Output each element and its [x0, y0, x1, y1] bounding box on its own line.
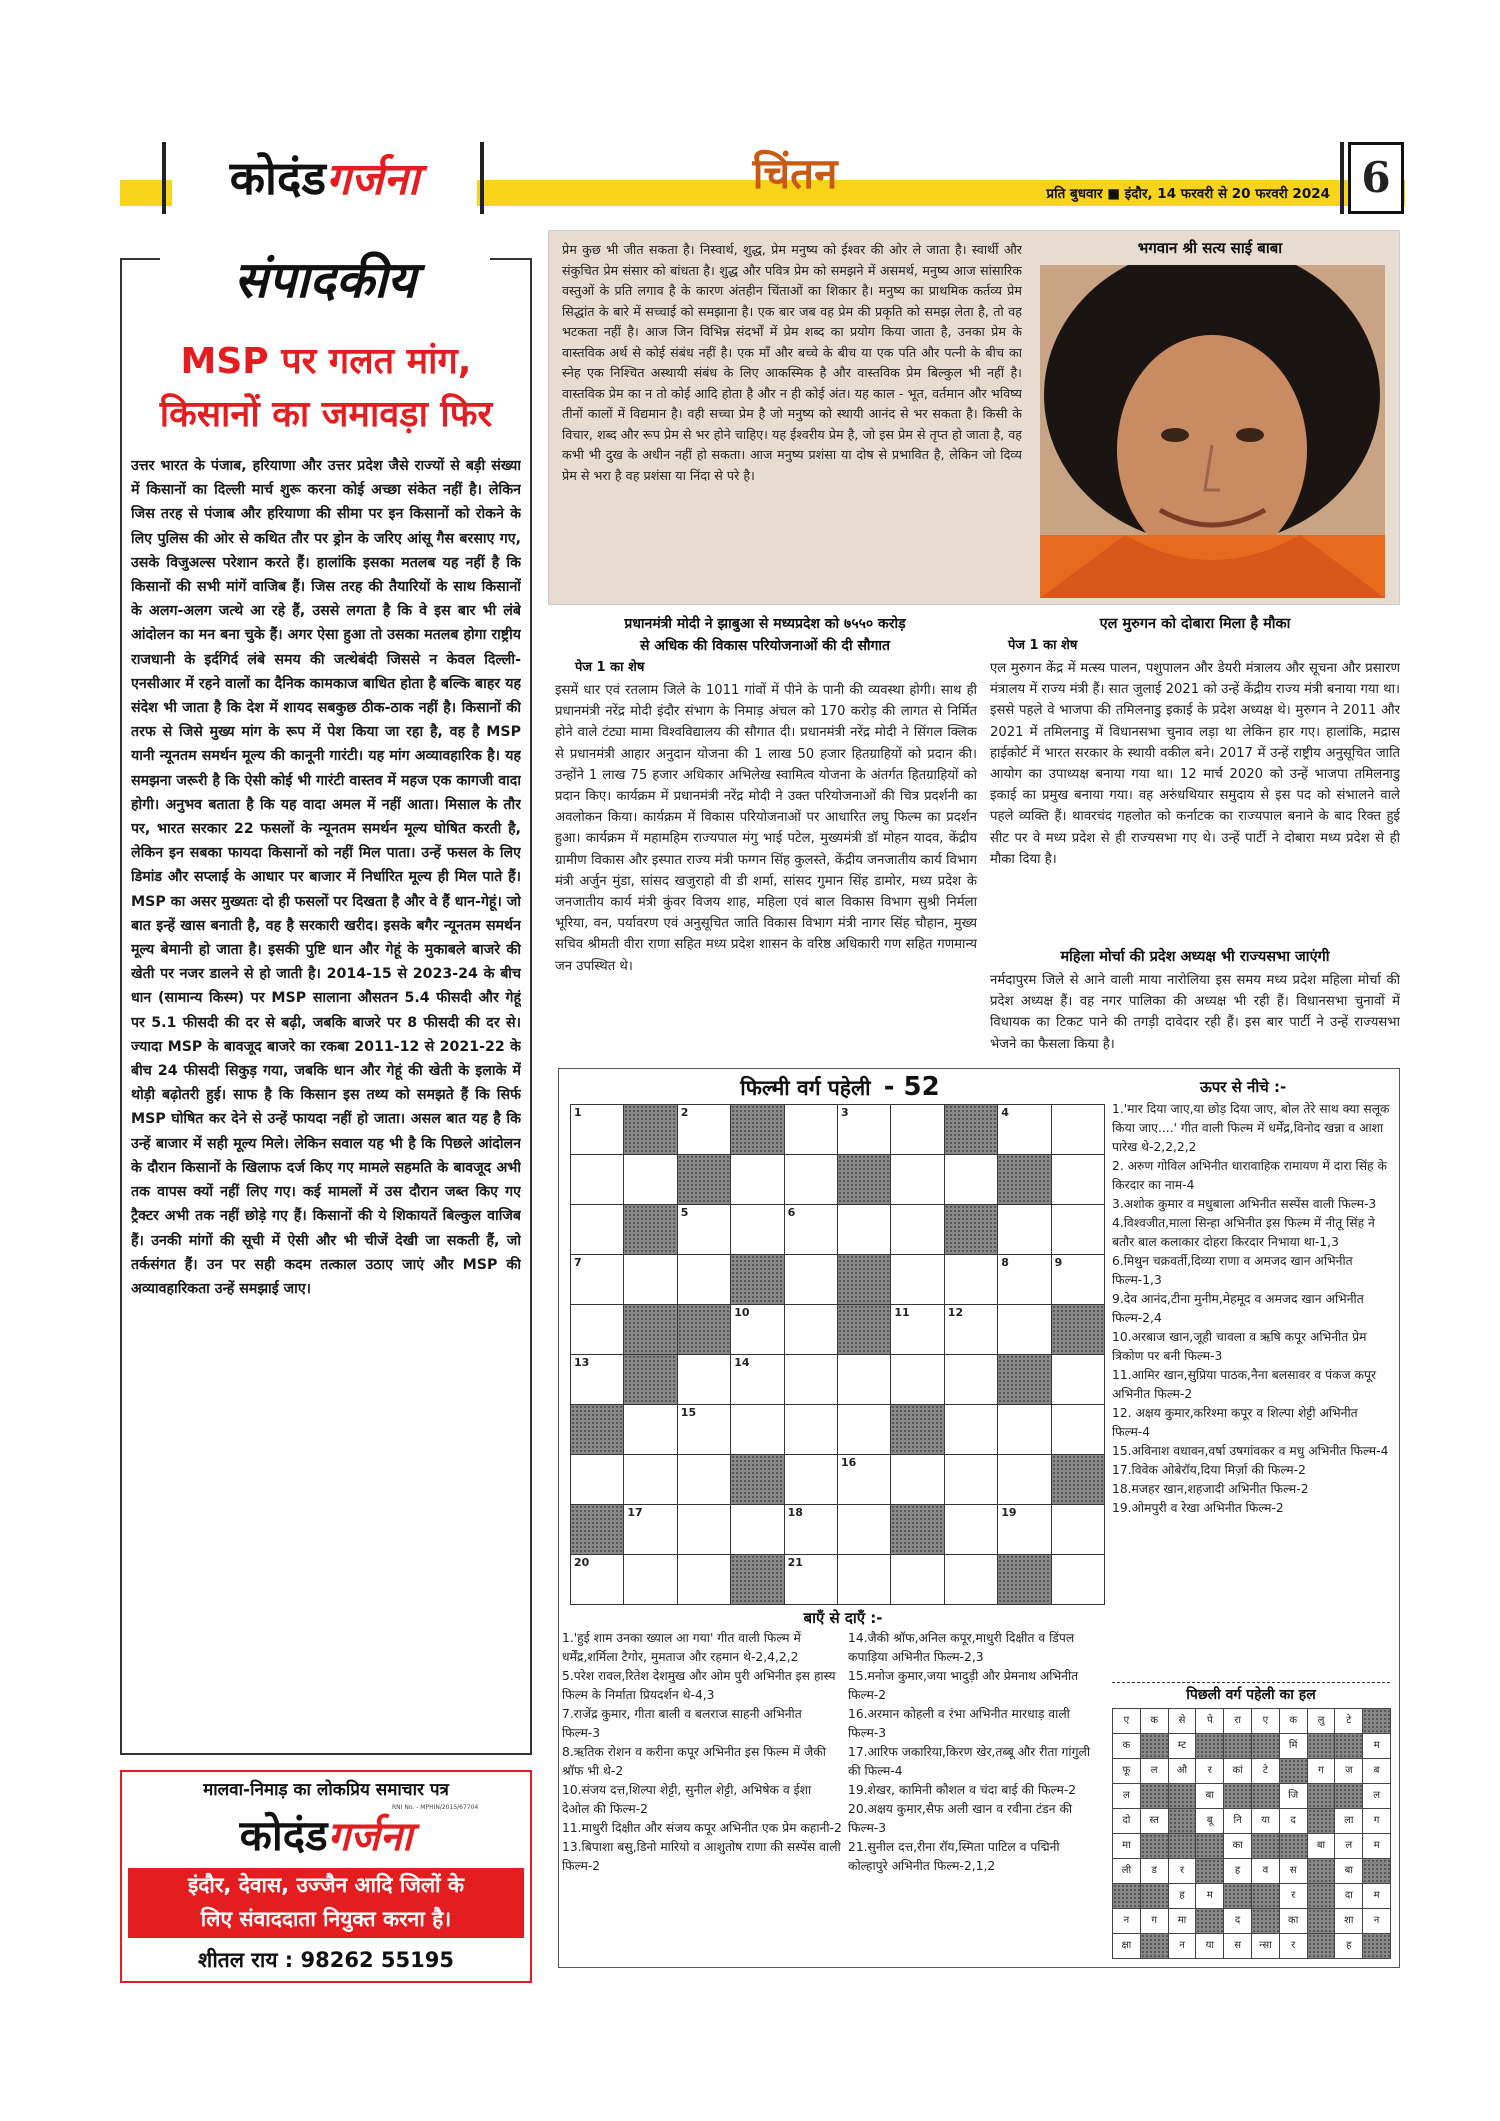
solution-cell: मिं — [1279, 1733, 1308, 1759]
news1-subhead: पेज 1 का शेष — [575, 660, 645, 675]
solution-black-cell — [1251, 1883, 1280, 1909]
solution-cell: द — [1279, 1808, 1308, 1834]
solution-black-cell — [1140, 1783, 1169, 1809]
crossword-cell — [784, 1304, 838, 1355]
clue-item: 6.मिथुन चक्रवर्ती,दिव्या राणा व अमजद खान अभिनीत फिल्म-1,3 — [1112, 1254, 1353, 1287]
news3-body: नर्मदापुरम जिले से आने वाली माया नारोलिया इस समय मध्य प्रदेश महिला मोर्चा की प्रदेश अध्यक्ष हैं। वह नगर पालिका की अध्यक्ष भी रही हैं। विधानसभा चुनावों में विधायक का टिकट पाने की तगड़ी दावेदार रही हैं। इस बार पार्टी ने उन्हें राज्यसभा भेजने का फैसला किया है। — [990, 973, 1400, 1052]
solution-cell: म — [1362, 1733, 1391, 1759]
clue-item: 8.ऋतिक रोशन व करीना कपूर अभिनीत इस फिल्म में जैकी श्रॉफ भी थे-2 — [562, 1745, 826, 1778]
solution-black-cell — [1279, 1833, 1308, 1859]
solution-cell: स्त — [1140, 1808, 1169, 1834]
solution-black-cell — [1307, 1733, 1336, 1759]
solution-black-cell — [1112, 1883, 1141, 1909]
crossword-black-cell — [890, 1404, 944, 1455]
crossword-cell — [997, 1454, 1051, 1505]
crossword-cell — [570, 1154, 624, 1205]
crossword-cell — [677, 1354, 731, 1405]
clue-item: 3.अशोक कुमार व मधुबाला अभिनीत सस्पेंस वाली फिल्म-3 — [1112, 1197, 1377, 1211]
crossword-cell — [784, 1104, 838, 1155]
solution-cell: का — [1279, 1908, 1308, 1934]
dateline: प्रति बुधवार ■ इंदौर, 14 फरवरी से 20 फरवरी 2024 — [1046, 186, 1330, 202]
thought-text: प्रेम कुछ भी जीत सकता है। निस्वार्थ, शुद्ध, प्रेम मनुष्य को ईश्वर की ओर ले जाता है। स्वार्थी और संकुचित प्रेम संसार को बांधता है। शुद्ध और पवित्र प्रेम को समझने में असमर्थ, मनुष्य आज सांसारिक वस्तुओं के प्रति लगाव है के कारण अंतहीन चिंताओं का शिकार है। मनुष्य का प्राथमिक कर्तव्य प्रेम सिद्धांत के बारे में सच्चाई को समझाना है। एक बार जब वह प्रेम की प्रकृति को समझ लेता है, तो वह भटकता नहीं है। आज जिन विभिन्न संदर्भों में प्रेम शब्द का प्रयोग किया जाता है, उनका प्रेम के वास्तविक अर्थ से कोई संबंध नहीं है। एक माँ और बच्चे के बीच या एक पति और पत्नी के बीच का स्नेह एक निश्चित अस्थायी संबंध के लिए आकस्मिक है और वास्तविक प्रेम बिल्कुल भी नहीं है। वास्तविक प्रेम का न तो कोई आदि होता है और न ही कोई अंत। यह काल - भूत, वर्तमान और भविष्य तीनों कालों में विद्यमान है। वही सच्चा प्रेम है जो मनुष्य को स्थायी आनंद से भर सकता है। किसी के विचार, शब्द और रूप प्रेम से भर होने चाहिए। यह ईश्वरीय प्रेम है, जो इस प्रेम से तृप्त हो जाता है, वह कभी भी दुख के अधीन नहीं हो सकता। आज मनुष्य प्रशंसा या दोष से प्रभावित है, लेकिन जो दिव्य प्रेम से भरा है वह प्रशंसा या निंदा से परे है। — [562, 242, 1022, 483]
solution-cell: का — [1223, 1833, 1252, 1859]
crossword-cell — [784, 1454, 838, 1505]
crossword-cell — [944, 1554, 998, 1605]
clue-item: 10.संजय दत्त,शिल्पा शेट्टी, सुनील शेट्टी, अभिषेक व ईशा देओल की फिल्म-2 — [562, 1783, 812, 1816]
solution-cell: ला — [1334, 1808, 1363, 1834]
crossword-cell — [1051, 1554, 1105, 1605]
crossword-cell — [570, 1204, 624, 1255]
solution-black-cell — [1195, 1908, 1224, 1934]
crossword-cell: 10 — [730, 1304, 784, 1355]
crossword-cell: 11 — [890, 1304, 944, 1355]
solution-cell: म — [1362, 1883, 1391, 1909]
crossword-cell — [784, 1354, 838, 1405]
solution-cell: दा — [1334, 1883, 1363, 1909]
solution-cell: लु — [1307, 1708, 1336, 1734]
solution-black-cell — [1223, 1733, 1252, 1759]
solution-black-cell — [1362, 1708, 1391, 1734]
solution-black-cell — [1251, 1733, 1280, 1759]
solution-cell: पे — [1195, 1708, 1224, 1734]
solution-black-cell — [1195, 1733, 1224, 1759]
crossword-cell — [890, 1554, 944, 1605]
crossword-cell: 19 — [997, 1504, 1051, 1555]
solution-cell: र — [1279, 1933, 1308, 1959]
crossword-cell — [890, 1454, 944, 1505]
crossword-black-cell — [997, 1154, 1051, 1205]
solution-black-cell — [1334, 1783, 1363, 1809]
solution-black-cell — [1307, 1783, 1336, 1809]
crossword-cell — [890, 1104, 944, 1155]
crossword-cell: 12 — [944, 1304, 998, 1355]
solution-black-cell — [1251, 1783, 1280, 1809]
crossword-cell — [730, 1204, 784, 1255]
crossword-cell — [890, 1154, 944, 1205]
solution-black-cell — [1223, 1883, 1252, 1909]
crossword-cell — [944, 1254, 998, 1305]
solution-cell: बा — [1195, 1783, 1224, 1809]
crossword-cell: 20 — [570, 1554, 624, 1605]
solution-cell: ग — [1362, 1808, 1391, 1834]
clue-item: 10.अरबाज खान,जूही चावला व ऋषि कपूर अभिनीत प्रेम त्रिकोण पर बनी फिल्म-3 — [1112, 1330, 1367, 1363]
solution-black-cell — [1140, 1733, 1169, 1759]
clue-item: 11.माधुरी दिक्षीत और संजय कपूर अभिनीत एक प्रेम कहानी-2 — [562, 1821, 842, 1835]
solution-cell: ए — [1251, 1708, 1280, 1734]
solution-cell: स — [1223, 1933, 1252, 1959]
crossword-cell — [944, 1154, 998, 1205]
crossword-cell — [837, 1554, 891, 1605]
crossword-cell — [730, 1404, 784, 1455]
crossword-black-cell — [677, 1304, 731, 1355]
clue-item: 11.आमिर खान,सुप्रिया पाठक,नैना बलसावर व पंकज कपूर अभिनीत फिल्म-2 — [1112, 1368, 1377, 1401]
solution-cell: शा — [1334, 1908, 1363, 1934]
crossword-cell — [890, 1204, 944, 1255]
crossword-cell — [623, 1404, 677, 1455]
crossword-black-cell — [623, 1204, 677, 1255]
news3-headline: महिला मोर्चा की प्रदेश अध्यक्ष भी राज्यसभा जाएंगी — [1060, 949, 1330, 965]
clue-item: 13.बिपाशा बसु,डिनो मारियो व आशुतोष राणा की सस्पेंस वाली फिल्म-2 — [562, 1840, 841, 1873]
solution-cell: ब — [1362, 1758, 1391, 1784]
crossword-cell — [837, 1404, 891, 1455]
solution-cell: बा — [1307, 1833, 1336, 1859]
crossword-cell — [623, 1154, 677, 1205]
solution-cell: से — [1168, 1708, 1197, 1734]
crossword-cell — [1051, 1354, 1105, 1405]
solution-black-cell — [1251, 1833, 1280, 1859]
solution-black-cell — [1362, 1933, 1391, 1959]
across-title: बाएँ से दाएँ :- — [803, 1609, 883, 1627]
solution-cell: या — [1251, 1808, 1280, 1834]
crossword-cell: 8 — [997, 1254, 1051, 1305]
solution-cell: ल — [1362, 1783, 1391, 1809]
crossword-cell — [570, 1454, 624, 1505]
editorial-body: उत्तर भारत के पंजाब, हरियाणा और उत्तर प्रदेश जैसे राज्यों से बड़ी संख्या में किसानों का दिल्ली मार्च शुरू करना कोई अच्छा संकेत नहीं है। लेकिन जिस तरह से पंजाब और हरियाणा की सीमा पर इन किसानों को रोकने के लिए पुलिस की ओर से कथित तौर पर ड्रोन के जरिए आंसू गैस बरसाए गए, उसके विजुअल्स परेशान करते हैं। हालांकि इसका मतलब यह नहीं है कि किसानों की सभी मांगें वाजिब हैं। जिस तरह की तैयारियों के साथ किसानों के अलग-अलग जत्थे आ रहे हैं, उससे लगता है कि वे इस बार भी लंबे आंदोलन का मन बना चुके हैं। अगर ऐसा हुआ तो उसका मतलब होगा राष्ट्रीय राजधानी के इर्दगिर्द लंबे समय की जत्थेबंदी जिससे न केवल दिल्ली-एनसीआर में रहने वालों का दैनिक कामकाज बाधित होता है बल्कि बाहर यह संदेश भी जाता है कि देश में शायद सबकुछ ठीक-ठाक नहीं है। किसानों की तरफ से जिसे मुख्य मांग के रूप में पेश किया जा रहा है, वह है MSP यानी न्यूनतम समर्थन मूल्य की कानूनी गारंटी। यह मांग अव्यावहारिक है। यह समझना जरूरी है कि ऐसी कोई भी गारंटी वास्तव में महज एक कागजी वादा होगी। अनुभव बताता है कि यह वादा अमल में नहीं आता। मिसाल के तौर पर, भारत सरकार 22 फसलों के न्यूनतम समर्थन मूल्य घोषित करती है, लेकिन इन सबका फायदा किसानों को नहीं मिल पाता। उन्हें फसल के लिए डिमांड और सप्लाई के आधार पर बाजार में निर्धारित मूल्य ही मिल पाते हैं। MSP का असर मुख्यतः दो ही फसलों पर दिखता है और वे हैं धान-गेहूं। जो बात इन्हें खास बनाती है, वह है सरकारी खरीद। इसके बगैर न्यूनतम समर्थन मूल्य बेमानी हो जाता है। इसकी पुष्टि धान और गेहूं के मुकाबले बाजरे की खेती पर नजर डालने से हो जाती है। 2014-15 से 2023-24 के बीच धान (सामान्य किस्म) पर MSP सालाना औसतन 5.4 फीसदी और गेहूं पर 5.1 फीसदी की दर से बढ़ी, जबकि बाजरे पर 8 फीसदी की दर से। ज्यादा MSP के बावजूद बाजरे का रकबा 2011-12 से 2021-22 के बीच 24 फीसदी सिकुड़ गया, जबकि धान और गेहूं की खेती के इलाके में थोड़ी बढ़ोतरी हुई। साफ है कि किसान इस तथ्य को समझते हैं कि सिर्फ MSP घोषित कर देने से उन्हें फायदा नहीं हो जाता। असल बात यह है कि उन्हें बाजार में सही मूल्य मिले। लेकिन सवाल यह भी है कि पिछले आंदोलन के दौरान किसानों के खिलाफ दर्ज किए गए मामले सहमति के बावजूद अभी तक वापस क्यों नहीं लिए गए। कई मामलों में उस दौरान जब्त किए गए ट्रैक्टर अभी तक नहीं छोड़े गए हैं। किसानों की ये शिकायतें बिल्कुल वाजिब हैं। उनकी मांगों की सूची में ऐसी और भी चीजें देखी जा सकती हैं, जो तर्कसंगत हैं। उन पर सही कदम तत्काल उठाए जाएं और MSP की अव्यावहारिकता उन्हें समझाई जाए। — [131, 458, 521, 1297]
solution-cell: न — [1112, 1908, 1141, 1934]
crossword-cell — [784, 1254, 838, 1305]
solution-cell: ह — [1168, 1883, 1197, 1909]
crossword-cell — [730, 1154, 784, 1205]
crossword-cell — [890, 1354, 944, 1405]
crossword-black-cell — [570, 1504, 624, 1555]
news2-body: एल मुरुगन केंद्र में मत्स्य पालन, पशुपालन और डेयरी मंत्रालय और सूचना और प्रसारण मंत्रालय में राज्य मंत्री हैं। सात जुलाई 2021 को उन्हें केंद्रीय राज्य मंत्री बनाया गया था। इससे पहले वे भाजपा की तमिलनाडु इकाई के प्रदेश अध्यक्ष थे। मुरुगन ने 2011 और 2021 में तमिलनाडु में विधानसभा चुनाव लड़ा था लेकिन हार गए। हालांकि, मद्रास हाईकोर्ट में भारत सरकार के स्थायी वकील बने। 2017 में उन्हें राष्ट्रीय अनुसूचित जाति आयोग का उपाध्यक्ष बनाया गया था। 12 मार्च 2020 को उन्हें भाजपा तमिलनाडु इकाई का प्रमुख बनाया गया। वह अरुंधथियार समुदाय से इस पद को संभालने वाले पहले व्यक्ति हैं। थावरचंद गहलोत को कर्नाटक का राज्यपाल बनाने के बाद रिक्त हुई सीट पर वे मध्य प्रदेश से ही राज्यसभा गए थे। उन्हें पार्टी ने दोबारा मध्य प्रदेश से ही मौका दिया है। — [990, 661, 1400, 867]
crossword-cell — [837, 1354, 891, 1405]
crossword-cell — [890, 1254, 944, 1305]
clue-item: 15.अविनाश वधावन,वर्षा उषगांवकर व मधु अभिनीत फिल्म-4 — [1112, 1444, 1389, 1458]
crossword-cell — [837, 1204, 891, 1255]
crossword-black-cell — [890, 1504, 944, 1555]
solution-cell: ल — [1334, 1833, 1363, 1859]
down-title: ऊपर से नीचे :- — [1200, 1078, 1287, 1096]
crossword-cell: 1 — [570, 1104, 624, 1155]
crossword-black-cell — [677, 1154, 731, 1205]
solution-cell: म — [1362, 1833, 1391, 1859]
crossword-grid — [570, 1104, 1104, 1604]
crossword-black-cell — [570, 1404, 624, 1455]
crossword-black-cell — [730, 1454, 784, 1505]
crossword-cell: 15 — [677, 1404, 731, 1455]
crossword-cell: 6 — [784, 1204, 838, 1255]
crossword-black-cell — [1051, 1304, 1105, 1355]
down-clues — [1112, 1100, 1397, 1670]
ad-logo: कोदंडगर्जना — [239, 1811, 413, 1860]
solution-cell: क — [1279, 1708, 1308, 1734]
solution-cell: बा — [1334, 1858, 1363, 1884]
crossword-cell — [570, 1304, 624, 1355]
crossword-black-cell — [997, 1354, 1051, 1405]
solution-cell: द — [1223, 1908, 1252, 1934]
solution-cell: ह — [1223, 1858, 1252, 1884]
solution-black-cell — [1168, 1833, 1197, 1859]
crossword-black-cell — [623, 1104, 677, 1155]
solution-cell: ए — [1112, 1708, 1141, 1734]
solution-cell: क — [1112, 1733, 1141, 1759]
solution-title: पिछली वर्ग पहेली का हल — [1112, 1682, 1390, 1706]
crossword-cell: 14 — [730, 1354, 784, 1405]
solution-cell: ल — [1140, 1758, 1169, 1784]
solution-black-cell — [1195, 1833, 1224, 1859]
crossword-black-cell — [944, 1104, 998, 1155]
solution-black-cell — [1223, 1783, 1252, 1809]
clue-item: 21.सुनील दत्त,रीना रॉय,स्मिता पाटिल व पद्मिनी कोल्हापुरे अभिनीत फिल्म-2,1,2 — [848, 1840, 1060, 1873]
crossword-cell — [677, 1454, 731, 1505]
crossword-cell — [677, 1554, 731, 1605]
crossword-black-cell — [623, 1354, 677, 1405]
crossword-black-cell — [944, 1204, 998, 1255]
crossword-black-cell — [997, 1554, 1051, 1605]
ad-contact: शीतल राय : 98262 55195 — [198, 1948, 454, 1972]
solution-black-cell — [1307, 1883, 1336, 1909]
solution-cell: नि — [1223, 1808, 1252, 1834]
crossword-cell — [1051, 1204, 1105, 1255]
solution-cell: ड — [1140, 1858, 1169, 1884]
solution-cell: म — [1195, 1883, 1224, 1909]
solution-cell: जि — [1279, 1783, 1308, 1809]
crossword-cell: 7 — [570, 1254, 624, 1305]
solution-cell: मा — [1112, 1833, 1141, 1859]
solution-cell: र — [1195, 1758, 1224, 1784]
clue-item: 12. अक्षय कुमार,करिश्मा कपूर व शिल्पा शेट्टी अभिनीत फिल्म-4 — [1112, 1406, 1358, 1439]
crossword-cell — [784, 1154, 838, 1205]
crossword-cell — [1051, 1404, 1105, 1455]
clue-item: 4.विश्वजीत,माला सिन्हा अभिनीत इस फिल्म में नीतू सिंह ने बतौर बाल कलाकार दोहरा किरदार निभाया था-1,3 — [1112, 1216, 1375, 1249]
across-clues-left — [562, 1629, 842, 1964]
clue-item: 20.अक्षय कुमार,सैफ अली खान व रवीना टंडन की फिल्म-3 — [848, 1802, 1073, 1835]
clue-item: 17.विवेक ओबेरॉय,दिया मिर्ज़ा की फिल्म-2 — [1112, 1463, 1306, 1477]
crossword-cell — [997, 1304, 1051, 1355]
clue-item: 9.देव आनंद,टीना मुनीम,मेहमूद व अमजद खान अभिनीत फिल्म-2,4 — [1112, 1292, 1364, 1325]
page-number: 6 — [1348, 142, 1404, 214]
crossword-cell — [1051, 1504, 1105, 1555]
solution-black-cell — [1140, 1833, 1169, 1859]
solution-black-cell — [1362, 1858, 1391, 1884]
solution-black-cell — [1307, 1808, 1336, 1834]
solution-cell: व — [1251, 1858, 1280, 1884]
crossword-black-cell — [730, 1254, 784, 1305]
crossword-cell — [1051, 1154, 1105, 1205]
solution-cell: र — [1168, 1858, 1197, 1884]
sai-baba-photo — [1040, 265, 1385, 598]
clue-item: 17.आरिफ जकारिया,किरण खेर,तब्बू और रीता गांगुली की फिल्म-4 — [848, 1745, 1091, 1778]
clue-item: 5.परेश रावल,रितेश देशमुख और ओम पुरी अभिनीत इस हास्य फिल्म के निर्माता प्रियदर्शन थे-4,3 — [562, 1669, 836, 1702]
crossword-cell — [944, 1504, 998, 1555]
news1-body: इसमें धार एवं रतलाम जिले के 1011 गांवों में पीने के पानी की व्यवस्था होगी। साथ ही प्रधानमंत्री नरेंद्र मोदी इंदौर संभाग के निमाड़ अंचल को 170 करोड़ की लागत से निर्मित होने वाले टंट्या मामा विश्वविद्यालय की सौगात दी। प्रधानमंत्री नरेंद्र मोदी ने सिंगल क्लिक से प्रधानमंत्री आहार अनुदान योजना की 1 लाख 50 हजार हितग्राहियों को प्रदान की। उन्होंने 1 लाख 75 हजार अधिकार अभिलेख स्वामित्व योजना के अंतर्गत हितग्राहियों को प्रदान किए। कार्यक्रम में प्रधानमंत्री नरेंद्र मोदी ने उक्त परियोजनाओं की चित्र प्रदर्शनी का अवलोकन किया। कार्यक्रम में विकास परियोजनाओं पर आधारित लघु फिल्म का प्रदर्शन हुआ। कार्यक्रम में महामहिम राज्यपाल मंगु भाई पटेल, मुख्यमंत्री डॉ मोहन यादव, केंद्रीय ग्रामीण विकास और इस्पात राज्य मंत्री फग्गन सिंह कुलस्ते, केंद्रीय जनजातीय कार्य विभाग मंत्री अर्जुन मुंडा, सांसद खजुराहो वी डी शर्मा, सांसद गुमान सिंह डामोर, मध्य प्रदेश के जनजातीय कार्य मंत्री कुंवर विजय शाह, महिला एवं बाल विकास विभाग सुश्री निर्मला भूरिया, वन, पर्यावरण एवं अनुसूचित जाति विकास विभाग मंत्री नागर सिंह चौहान, मुख्य सचिव श्रीमती वीरा राणा सहित मध्य प्रदेश शासन के वरिष्ठ अधिकारी गण सहित गणमान्य जन उपस्थित थे। — [555, 683, 977, 974]
solution-cell: बू — [1195, 1808, 1224, 1834]
clue-item: 14.जैकी श्रॉफ,अनिल कपूर,माधुरी दिक्षीत व डिंपल कपाड़िया अभिनीत फिल्म-2,3 — [848, 1631, 1075, 1664]
crossword-title: फिल्मी वर्ग पहेली - 52 — [740, 1072, 940, 1102]
crossword-cell — [730, 1504, 784, 1555]
crossword-cell — [997, 1404, 1051, 1455]
crossword-cell — [944, 1454, 998, 1505]
crossword-cell: 2 — [677, 1104, 731, 1155]
crossword-cell — [677, 1504, 731, 1555]
solution-black-cell — [1140, 1883, 1169, 1909]
solution-cell: मा — [1168, 1908, 1197, 1934]
solution-black-cell — [1307, 1858, 1336, 1884]
crossword-cell: 3 — [837, 1104, 891, 1155]
crossword-cell — [623, 1254, 677, 1305]
ad-red-banner: इंदौर, देवास, उज्जैन आदि जिलों के लिए संवाददाता नियुक्त करना है। — [128, 1868, 524, 1938]
clue-item: 1.'हुई शाम उनका ख्याल आ गया' गीत वाली फिल्म में धर्मेंद्र,शर्मिला टैगोर, मुमताज और रहमान थे-2,4,2,2 — [562, 1631, 801, 1664]
section-title: चिंतन — [752, 149, 838, 198]
crossword-cell: 21 — [784, 1554, 838, 1605]
solution-cell: क्षा — [1112, 1933, 1141, 1959]
news2-headline: एल मुरुगन को दोबारा मिला है मौका — [1099, 616, 1291, 632]
clue-item: 1.'मार दिया जाए,या छोड़ दिया जाए, बोल तेरे साथ क्या सलूक किया जाए....' गीत वाली फिल्म में धर्मेंद्र,विनोद खन्ना व आशा पारेख थे-2,2,2,2 — [1112, 1102, 1390, 1154]
clue-item: 15.मनोज कुमार,जया भादुड़ी और प्रेमनाथ अभिनीत फिल्म-2 — [848, 1669, 1079, 1702]
crossword-cell: 17 — [623, 1504, 677, 1555]
crossword-cell — [944, 1354, 998, 1405]
solution-cell: ली — [1112, 1858, 1141, 1884]
masthead — [120, 142, 1405, 220]
crossword-cell: 16 — [837, 1454, 891, 1505]
solution-cell: रा — [1223, 1708, 1252, 1734]
solution-cell: ग — [1307, 1758, 1336, 1784]
solution-cell: कां — [1223, 1758, 1252, 1784]
solution-black-cell — [1307, 1933, 1336, 1959]
solution-black-cell — [1279, 1758, 1308, 1784]
recruitment-ad — [120, 1770, 532, 1983]
solution-cell: र — [1279, 1883, 1308, 1909]
solution-cell: फू — [1112, 1758, 1141, 1784]
solution-cell: ल — [1112, 1783, 1141, 1809]
crossword-cell: 5 — [677, 1204, 731, 1255]
clue-item: 18.मजहर खान,शहजादी अभिनीत फिल्म-2 — [1112, 1482, 1309, 1496]
solution-black-cell — [1251, 1908, 1280, 1934]
editorial-title: MSP पर गलत मांग, किसानों का जमावड़ा फिर — [159, 341, 493, 435]
solution-cell: म्ट — [1168, 1733, 1197, 1759]
crossword-cell — [837, 1504, 891, 1555]
news1-headline: प्रधानमंत्री मोदी ने झाबुआ से मध्यप्रदेश को ७५५० करोड़ से अधिक की विकास परियोजनाओं की दी सौगात — [624, 616, 906, 654]
crossword-cell — [944, 1404, 998, 1455]
solution-cell: न — [1362, 1908, 1391, 1934]
solution-cell: ग — [1140, 1908, 1169, 1934]
crossword-cell — [784, 1404, 838, 1455]
solution-cell: न — [1168, 1933, 1197, 1959]
solution-cell: या — [1195, 1933, 1224, 1959]
solution-cell: दो — [1112, 1808, 1141, 1834]
crossword-cell: 9 — [1051, 1254, 1105, 1305]
photo-caption: भगवान श्री सत्य साई बाबा — [1137, 239, 1283, 257]
crossword-cell — [623, 1454, 677, 1505]
crossword-cell — [997, 1204, 1051, 1255]
crossword-black-cell — [730, 1104, 784, 1155]
crossword-cell: 4 — [997, 1104, 1051, 1155]
crossword-black-cell — [1051, 1454, 1105, 1505]
solution-cell: ह — [1334, 1933, 1363, 1959]
solution-black-cell — [1168, 1783, 1197, 1809]
crossword-black-cell — [623, 1304, 677, 1355]
clue-item: 19.शेखर, कामिनी कौशल व चंदा बाई की फिल्म-2 — [848, 1783, 1077, 1797]
news2-subhead: पेज 1 का शेष — [1008, 638, 1078, 653]
solution-cell: टे — [1251, 1758, 1280, 1784]
editorial-label: संपादकीय — [160, 244, 490, 316]
solution-cell: औ — [1168, 1758, 1197, 1784]
ad-tagline: मालवा-निमाड़ का लोकप्रिय समाचार पत्र — [203, 1780, 449, 1800]
ad-registration: RNI No. - MPHIN/2015/67704 — [392, 1804, 479, 1811]
brand-logo: कोदंडगर्जना — [172, 144, 477, 212]
solution-black-cell — [1334, 1733, 1363, 1759]
solution-grid — [1112, 1708, 1390, 1958]
crossword-cell: 18 — [784, 1504, 838, 1555]
solution-cell: ज — [1334, 1758, 1363, 1784]
solution-black-cell — [1168, 1808, 1197, 1834]
crossword-cell: 13 — [570, 1354, 624, 1405]
solution-black-cell — [1140, 1933, 1169, 1959]
clue-item: 2. अरुण गोविल अभिनीत धारावाहिक रामायण में दारा सिंह के किरदार का नाम-4 — [1112, 1159, 1387, 1192]
solution-cell: न्सा — [1251, 1933, 1280, 1959]
crossword-cell — [623, 1554, 677, 1605]
solution-cell: क — [1140, 1708, 1169, 1734]
solution-black-cell — [1195, 1858, 1224, 1884]
solution-cell: टे — [1334, 1708, 1363, 1734]
clue-item: 16.अरमान कोहली व रंभा अभिनीत मारधाड़ वाली फिल्म-3 — [848, 1707, 1070, 1740]
crossword-black-cell — [837, 1154, 891, 1205]
crossword-cell — [1051, 1104, 1105, 1155]
clue-item: 19.ओमपुरी व रेखा अभिनीत फिल्म-2 — [1112, 1501, 1284, 1515]
across-clues-right — [848, 1629, 1103, 1964]
crossword-black-cell — [730, 1554, 784, 1605]
solution-black-cell — [1307, 1908, 1336, 1934]
crossword-cell — [677, 1254, 731, 1305]
crossword-black-cell — [837, 1254, 891, 1305]
solution-cell: स — [1279, 1858, 1308, 1884]
crossword-black-cell — [837, 1304, 891, 1355]
clue-item: 7.राजेंद्र कुमार, गीता बाली व बलराज साहनी अभिनीत फिल्म-3 — [562, 1707, 802, 1740]
